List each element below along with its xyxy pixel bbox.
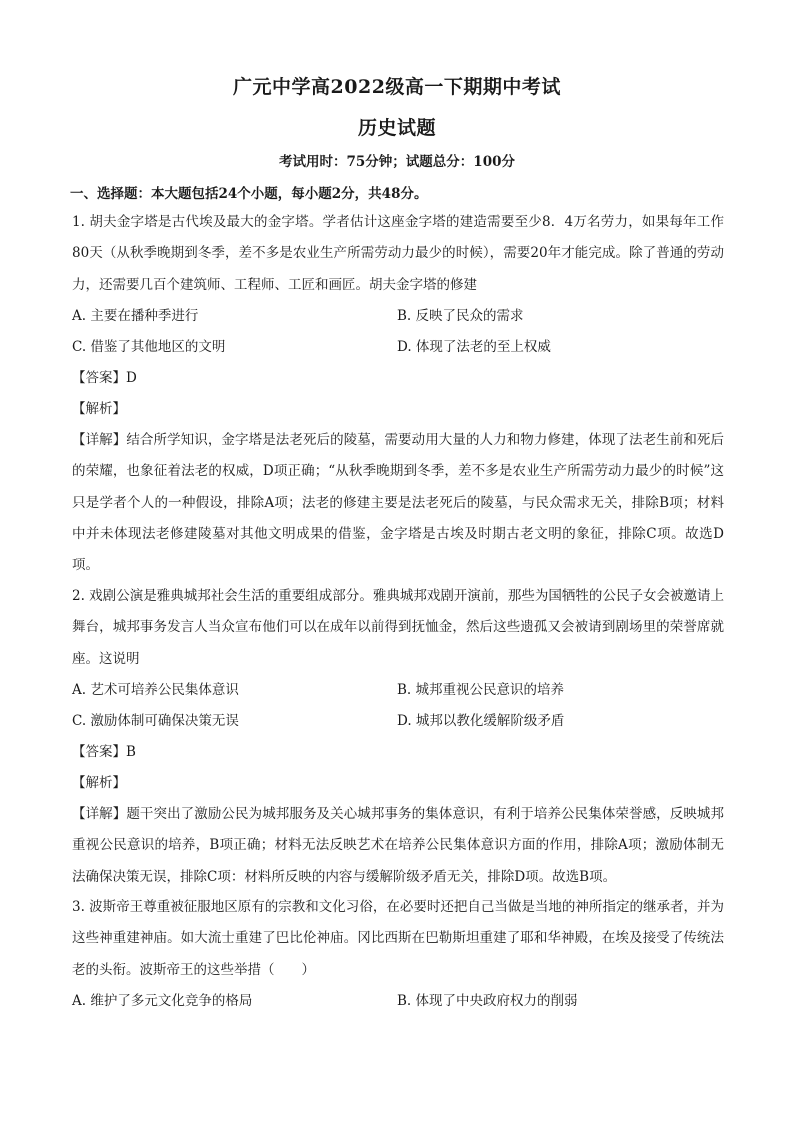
- question-1-option-b: B. 反映了民众的需求: [397, 308, 524, 324]
- question-3-option-a: A. 维护了多元文化竞争的格局: [72, 993, 253, 1009]
- question-2-detail: 【详解】题干突出了激励公民为城邦服务及关心城邦事务的集体意识，有利于培养公民集体荣誉感，反映城邦重视公民意识的培养，B项正确；材料无法反映艺术在培养公民集体意识方面的作用，排除A项；激励体制无法确保决策无误，排除C项：材料所反映的内容与缓解阶级矛盾无关，排除D项。故选B项。: [72, 806, 724, 885]
- question-1-answer: 【答案】D: [72, 370, 137, 386]
- exam-subject: 历史试题: [357, 117, 436, 139]
- question-2-option-b: B. 城邦重视公民意识的培养: [397, 682, 565, 698]
- question-1-stem: 1. 胡夫金字塔是古代埃及最大的金字塔。学者估计这座金字塔的建造需要至少8．4万名劳力，如果每年工作80天（从秋季晚期到冬季，差不多是农业生产所需劳动力最少的时候），需要20年才能完成。除了普通的劳动力，还需要几百个建筑师、工程师、工匠和画匠。胡夫金字塔的修建: [72, 214, 724, 293]
- exam-title: 广元中学高2022级高一下期期中考试: [233, 76, 561, 98]
- question-3-option-b: B. 体现了中央政府权力的削弱: [397, 993, 578, 1009]
- question-1-option-c: C. 借鉴了其他地区的文明: [72, 339, 226, 355]
- exam-info: 考试用时：75分钟；试题总分：100分: [279, 154, 515, 170]
- question-2-stem: 2. 戏剧公演是雅典城邦社会生活的重要组成部分。雅典城邦戏剧开演前，那些为国牺牲的公民子女会被邀请上舞台，城邦事务发言人当众宣布他们可以在成年以前得到抚恤金，然后这些遗孤又会被请到剧场里的荣誉席就座。这说明: [72, 588, 724, 667]
- section-heading: 一、选择题：本大题包括24个小题，每小题2分，共48分。: [70, 186, 428, 202]
- question-1-detail: 【详解】结合所学知识，金字塔是法老死后的陵墓，需要动用大量的人力和物力修建，体现了法老生前和死后的荣耀，也象征着法老的权威，D项正确；“从秋季晚期到冬季，差不多是农业生产所需劳动力最少的时候”这只是学者个人的一种假设，排除A项；法老的修建主要是法老死后的陵墓，与民众需求无关，排除B项；材料中并未体现法老修建陵墓对其他文明成果的借鉴，金字塔是古埃及时期古老文明的象征，排除C项。故选D项。: [72, 432, 724, 574]
- question-1-analysis-label: 【解析】: [72, 401, 126, 417]
- question-2-option-d: D. 城邦以教化缓解阶级矛盾: [397, 713, 565, 729]
- question-2-option-c: C. 激励体制可确保决策无误: [72, 713, 239, 729]
- question-3-stem: 3. 波斯帝王尊重被征服地区原有的宗教和文化习俗，在必要时还把自己当做是当地的神所指定的继承者，并为这些神重建神庙。如大流士重建了巴比伦神庙。冈比西斯在巴勒斯坦重建了耶和华神殿，在埃及接受了传统法老的头衔。波斯帝王的这些举措（ ）: [72, 899, 724, 978]
- question-1-option-a: A. 主要在播种季进行: [72, 308, 199, 324]
- question-2-analysis-label: 【解析】: [72, 775, 126, 791]
- question-2-option-a: A. 艺术可培养公民集体意识: [72, 682, 239, 698]
- question-1-option-d: D. 体现了法老的至上权威: [397, 339, 551, 355]
- question-2-answer: 【答案】B: [72, 744, 136, 760]
